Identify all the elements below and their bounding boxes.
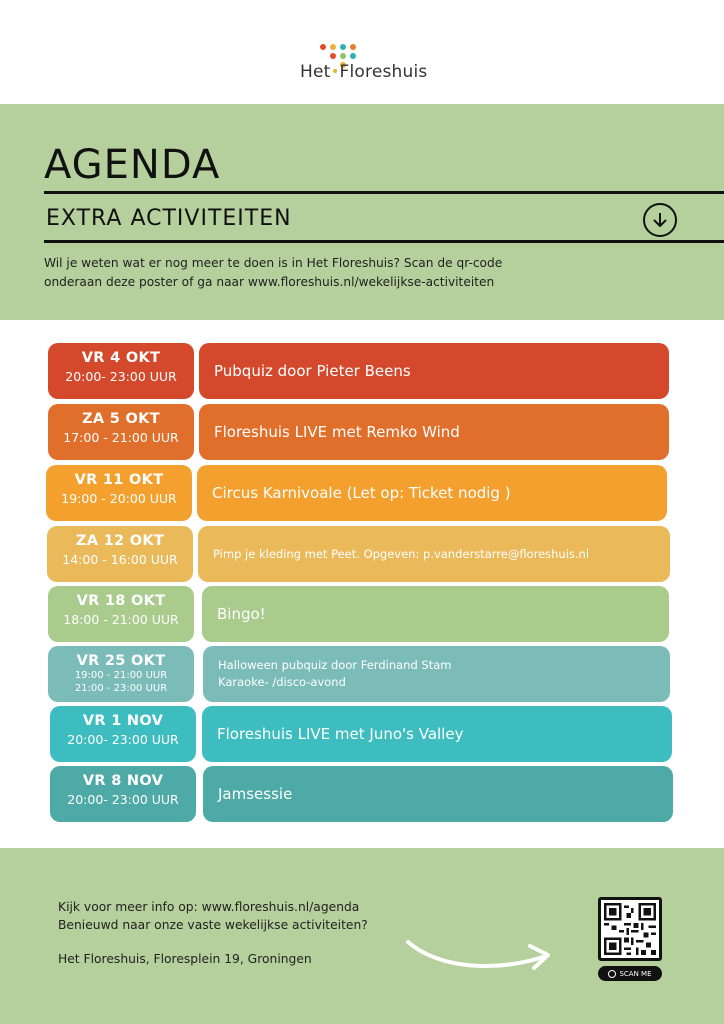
intro-text: Wil je weten wat er nog meer te doen is in Het Floreshuis? Scan de qr-code onderaan deze poster of ga naar www.floreshuis.nl/wekelijkse-activiteiten xyxy=(44,256,503,289)
event-date: VR 1 NOV 20:00- 23:00 UUR xyxy=(50,706,196,762)
scan-me-label: SCAN ME xyxy=(598,966,662,981)
event-title: Bingo! xyxy=(202,586,669,642)
event-date: ZA 12 OKT 14:00 - 16:00 UUR xyxy=(47,526,193,582)
footer-address: Het Floreshuis, Floresplein 19, Groningen xyxy=(58,952,312,966)
event-date: VR 4 OKT 20:00- 23:00 UUR xyxy=(48,343,194,399)
event-date: VR 25 OKT 19:00 - 21:00 UUR 21:00 - 23:00 UUR xyxy=(48,646,194,702)
event-title: Halloween pubquiz door Ferdinand Stam Karaoke- /disco-avond xyxy=(203,646,670,702)
page-subtitle: EXTRA ACTIVITEITEN xyxy=(46,206,292,231)
logo-text-het: Het xyxy=(300,62,331,82)
event-title: Floreshuis LIVE met Remko Wind xyxy=(199,404,669,460)
event-date: ZA 5 OKT 17:00 - 21:00 UUR xyxy=(48,404,194,460)
qr-code-icon[interactable] xyxy=(598,897,662,961)
logo-text-floreshuis: Floreshuis xyxy=(339,62,428,82)
page-title: AGENDA xyxy=(44,142,221,188)
event-title: Circus Karnivoale (Let op: Ticket nodig ) xyxy=(197,465,667,521)
event-date: VR 8 NOV 20:00- 23:00 UUR xyxy=(50,766,196,822)
arrow-swoosh-icon xyxy=(400,930,560,980)
event-date: VR 11 OKT 19:00 - 20:00 UUR xyxy=(46,465,192,521)
footer-info: Kijk voor meer info op: www.floreshuis.nl/agenda Benieuwd naar onze vaste wekelijkse activiteiten? xyxy=(58,900,368,932)
event-title: Floreshuis LIVE met Juno's Valley xyxy=(202,706,672,762)
phone-scan-icon xyxy=(608,970,616,978)
event-date: VR 18 OKT 18:00 - 21:00 UUR xyxy=(48,586,194,642)
event-title: Pubquiz door Pieter Beens xyxy=(199,343,669,399)
event-title: Jamsessie xyxy=(203,766,673,822)
event-title: Pimp je kleding met Peet. Opgeven: p.vanderstarre@floreshuis.nl xyxy=(198,526,670,582)
